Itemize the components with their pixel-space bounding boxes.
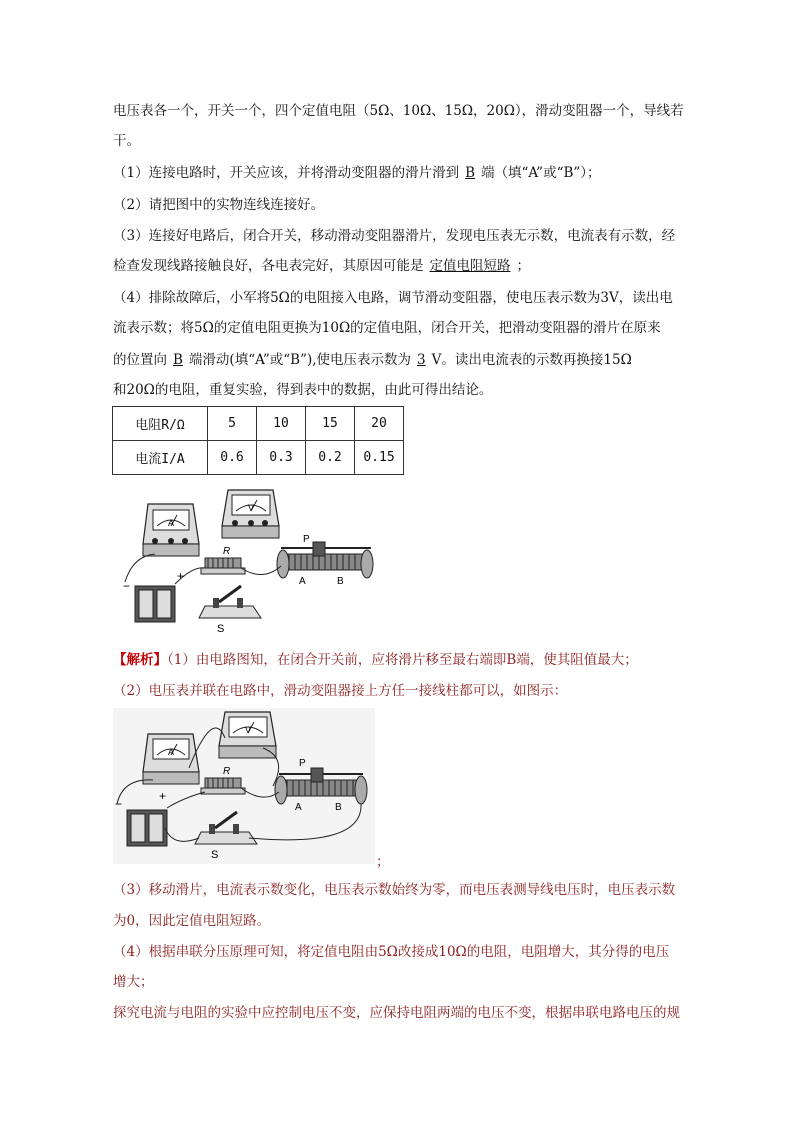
table-cell: 10 (257, 407, 306, 441)
question-3-line-1: （3）连接好电路后，闭合开关，移动滑动变阻器滑片，发现电压表无示数，电流表有示数，经 (113, 228, 676, 244)
solution-4-line-1: （4）根据串联分压原理可知，将定值电阻由5Ω改接成10Ω的电阻，电阻增大，其分得的电压 (113, 944, 670, 960)
intro-line-2: 干。 (113, 133, 140, 149)
solution-5: 探究电流与电阻的实验中应控制电压不变，应保持电阻两端的电压不变，根据串联电路电压的规 (113, 1005, 680, 1021)
voltmeter-icon (219, 712, 276, 758)
q3-text: 检查发现线路接触良好，各电表完好，其原因可能是 (113, 258, 424, 274)
question-2: （2）请把图中的实物连线连接好。 (113, 197, 325, 213)
battery-icon (115, 789, 167, 846)
intro-line-1: 电压表各一个，开关一个，四个定值电阻（5Ω、10Ω、15Ω，20Ω），滑动变阻器一个，导线若 (113, 103, 684, 119)
battery-plus-label: + (159, 789, 167, 803)
ammeter-label: A (168, 518, 175, 528)
solution-1-text: （1）由电路图知，在闭合开关前，应将滑片移至最右端即B端，使其阻值最大； (167, 652, 638, 668)
rheostat-icon (277, 534, 373, 587)
solution-2: （2）电压表并联在电路中，滑动变阻器接上方任一接线柱都可以，如图示： (113, 683, 568, 699)
battery-minus-label: − (123, 579, 131, 593)
q3-answer: 定值电阻短路 (429, 258, 511, 274)
q4-post: V。读出电流表的示数再换接15Ω (431, 352, 632, 368)
table-cell: 0.3 (257, 441, 306, 475)
table-cell: 0.15 (355, 441, 404, 475)
ammeter-icon (143, 504, 199, 556)
table-header-current: 电流I/A (113, 441, 208, 475)
table-cell: 0.6 (208, 441, 257, 475)
question-4-line-3 (113, 350, 632, 370)
question-1 (113, 163, 601, 183)
switch-icon (199, 586, 261, 635)
end-b-label: B (335, 802, 342, 813)
rheostat-icon (275, 758, 367, 813)
end-a-label: A (299, 576, 306, 587)
end-b-label: B (337, 576, 344, 587)
circuit-figure-1 (113, 486, 383, 636)
table-row (113, 407, 404, 441)
voltmeter-icon (222, 490, 279, 538)
voltmeter-label: V (248, 503, 255, 513)
resistor-icon (201, 766, 245, 794)
data-table (112, 406, 404, 475)
q1-answer: B (465, 165, 476, 181)
question-4-line-4: 和20Ω的电阻，重复实验，得到表中的数据，由此可得出结论。 (113, 382, 493, 398)
slider-label: P (299, 758, 306, 769)
solution-4-line-2: 增大； (113, 974, 154, 990)
q1-text: （1）连接电路时，开关应该，并将滑动变阻器的滑片滑到 (113, 165, 460, 181)
q4-mid: 端滑动(填“A”或“B”),使电压表示数为 (188, 352, 412, 368)
slider-label: P (303, 534, 310, 545)
switch-icon (195, 812, 257, 861)
battery-minus-label: − (115, 797, 123, 811)
switch-label: S (211, 849, 219, 861)
circuit-figure-2 (113, 708, 375, 864)
q4-pre: 的位置向 (113, 352, 167, 368)
q1-post: 端（填“A”或“B”）； (481, 165, 601, 181)
table-cell: 20 (355, 407, 404, 441)
switch-label: S (217, 623, 225, 635)
ammeter-icon (143, 734, 199, 784)
table-cell: 5 (208, 407, 257, 441)
table-row (113, 441, 404, 475)
table-header-resistance: 电阻R/Ω (113, 407, 208, 441)
battery-plus-label: + (177, 569, 185, 583)
solution-tag: 【解析】 (113, 652, 167, 668)
q3-post: ； (516, 258, 530, 274)
solution-3-line-1: （3）移动滑片，电流表示数变化，电压表示数始终为零，而电压表测导线电压时，电压表示数 (113, 882, 676, 898)
resistor-icon (201, 546, 245, 574)
solution-3-line-2: 为0，因此定值电阻短路。 (113, 913, 271, 929)
ammeter-label: A (168, 747, 175, 757)
resistor-label: R (223, 546, 231, 557)
q4-answer-1: B (173, 352, 183, 368)
figure-semicolon: ； (376, 854, 390, 870)
resistor-label: R (223, 766, 231, 777)
question-4-line-1: （4）排除故障后，小军将5Ω的电阻接入电路，调节滑动变阻器，使电压表示数为3V，读出电 (113, 290, 673, 306)
battery-icon (123, 569, 184, 622)
question-3-line-2 (113, 256, 530, 276)
question-4-line-2: 流表示数；将5Ω的定值电阻更换为10Ω的定值电阻，闭合开关，把滑动变阻器的滑片在原来 (113, 320, 661, 336)
q4-answer-2: 3 (417, 352, 426, 368)
end-a-label: A (295, 802, 302, 813)
solution-1 (113, 650, 638, 670)
voltmeter-label: V (245, 725, 252, 735)
table-cell: 0.2 (306, 441, 355, 475)
table-cell: 15 (306, 407, 355, 441)
